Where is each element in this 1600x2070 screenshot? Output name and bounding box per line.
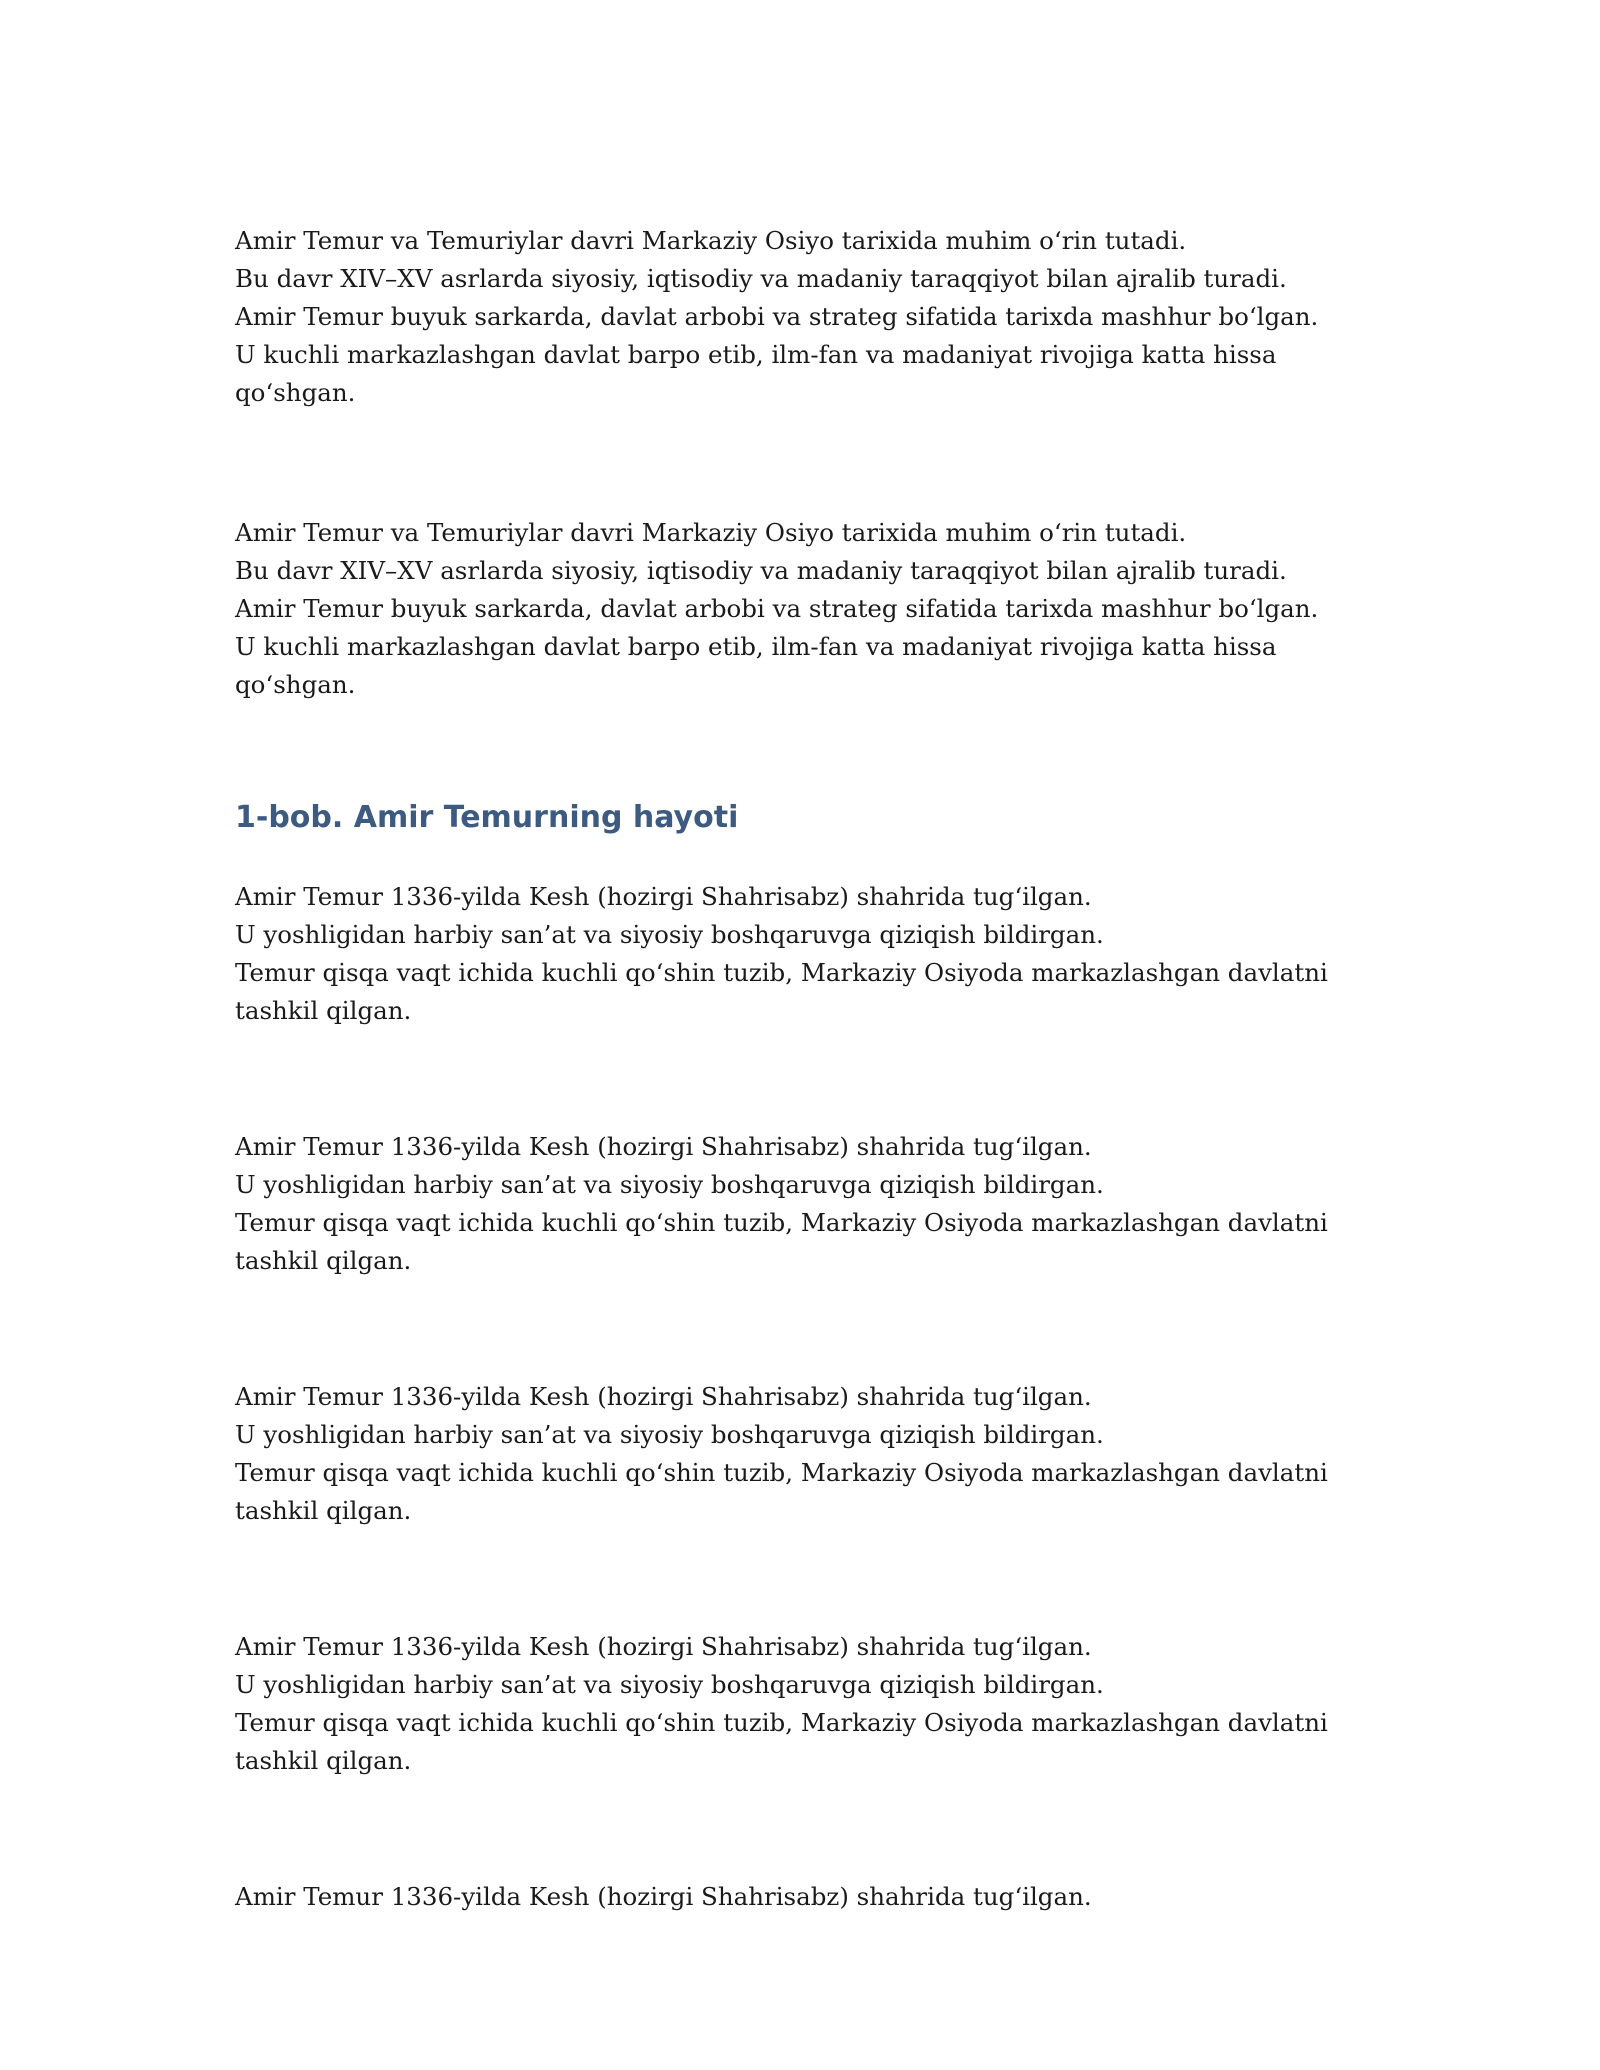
- chapter-heading: 1-bob. Amir Temurning hayoti: [235, 800, 739, 835]
- paragraph-line: Temur qisqa vaqt ichida kuchli qo‘shin tuzib, Markaziy Osiyoda markazlashgan davlatni tashkil qilgan.: [235, 1208, 1328, 1275]
- paragraph-line: Bu davr XIV–XV asrlarda siyosiy, iqtisodiy va madaniy taraqqiyot bilan ajralib turadi.: [235, 556, 1287, 585]
- chapter-paragraph: [235, 1628, 1375, 1780]
- document-body: [235, 222, 1375, 1916]
- paragraph-line: Amir Temur va Temuriylar davri Markaziy Osiyo tarixida muhim o‘rin tutadi.: [235, 226, 1187, 255]
- paragraph-spacer: [235, 1780, 1375, 1878]
- paragraph-line: Temur qisqa vaqt ichida kuchli qo‘shin tuzib, Markaziy Osiyoda markazlashgan davlatni tashkil qilgan.: [235, 958, 1328, 1025]
- intro-paragraph: [235, 222, 1375, 412]
- paragraph-line: Amir Temur 1336-yilda Kesh (hozirgi Shahrisabz) shahrida tug‘ilgan.: [235, 1132, 1092, 1161]
- paragraph-spacer: [235, 1530, 1375, 1628]
- paragraph-spacer: [235, 704, 1375, 798]
- paragraph-line: U kuchli markazlashgan davlat barpo etib, ilm-fan va madaniyat rivojiga katta hissa qo‘shgan.: [235, 632, 1277, 699]
- chapter-paragraph: [235, 1128, 1375, 1280]
- paragraph-line: Amir Temur va Temuriylar davri Markaziy Osiyo tarixida muhim o‘rin tutadi.: [235, 518, 1187, 547]
- paragraph-line: Amir Temur buyuk sarkarda, davlat arbobi va strateg sifatida tarixda mashhur bo‘lgan.: [235, 594, 1319, 623]
- paragraph-line: U yoshligidan harbiy san’at va siyosiy boshqaruvga qiziqish bildirgan.: [235, 920, 1104, 949]
- paragraph-line: Amir Temur 1336-yilda Kesh (hozirgi Shahrisabz) shahrida tug‘ilgan.: [235, 1632, 1092, 1661]
- paragraph-spacer: [235, 1030, 1375, 1128]
- paragraph-line: U yoshligidan harbiy san’at va siyosiy boshqaruvga qiziqish bildirgan.: [235, 1170, 1104, 1199]
- paragraph-line: Amir Temur buyuk sarkarda, davlat arbobi va strateg sifatida tarixda mashhur bo‘lgan.: [235, 302, 1319, 331]
- paragraph-spacer: [235, 412, 1375, 514]
- paragraph-spacer: [235, 838, 1375, 878]
- paragraph-line: Amir Temur 1336-yilda Kesh (hozirgi Shahrisabz) shahrida tug‘ilgan.: [235, 1382, 1092, 1411]
- paragraph-line: Amir Temur 1336-yilda Kesh (hozirgi Shahrisabz) shahrida tug‘ilgan.: [235, 882, 1092, 911]
- paragraph-line: U kuchli markazlashgan davlat barpo etib, ilm-fan va madaniyat rivojiga katta hissa qo‘shgan.: [235, 340, 1277, 407]
- paragraph-line: Amir Temur 1336-yilda Kesh (hozirgi Shahrisabz) shahrida tug‘ilgan.: [235, 1882, 1092, 1911]
- chapter-paragraph: [235, 878, 1375, 1030]
- paragraph-line: Bu davr XIV–XV asrlarda siyosiy, iqtisodiy va madaniy taraqqiyot bilan ajralib turadi.: [235, 264, 1287, 293]
- paragraph-spacer: [235, 1280, 1375, 1378]
- paragraph-line: Temur qisqa vaqt ichida kuchli qo‘shin tuzib, Markaziy Osiyoda markazlashgan davlatni tashkil qilgan.: [235, 1458, 1328, 1525]
- paragraph-line: U yoshligidan harbiy san’at va siyosiy boshqaruvga qiziqish bildirgan.: [235, 1420, 1104, 1449]
- intro-paragraph: [235, 514, 1375, 704]
- paragraph-line: U yoshligidan harbiy san’at va siyosiy boshqaruvga qiziqish bildirgan.: [235, 1670, 1104, 1699]
- chapter-paragraph: [235, 1878, 1375, 1916]
- paragraph-line: Temur qisqa vaqt ichida kuchli qo‘shin tuzib, Markaziy Osiyoda markazlashgan davlatni tashkil qilgan.: [235, 1708, 1328, 1775]
- chapter-paragraph: [235, 1378, 1375, 1530]
